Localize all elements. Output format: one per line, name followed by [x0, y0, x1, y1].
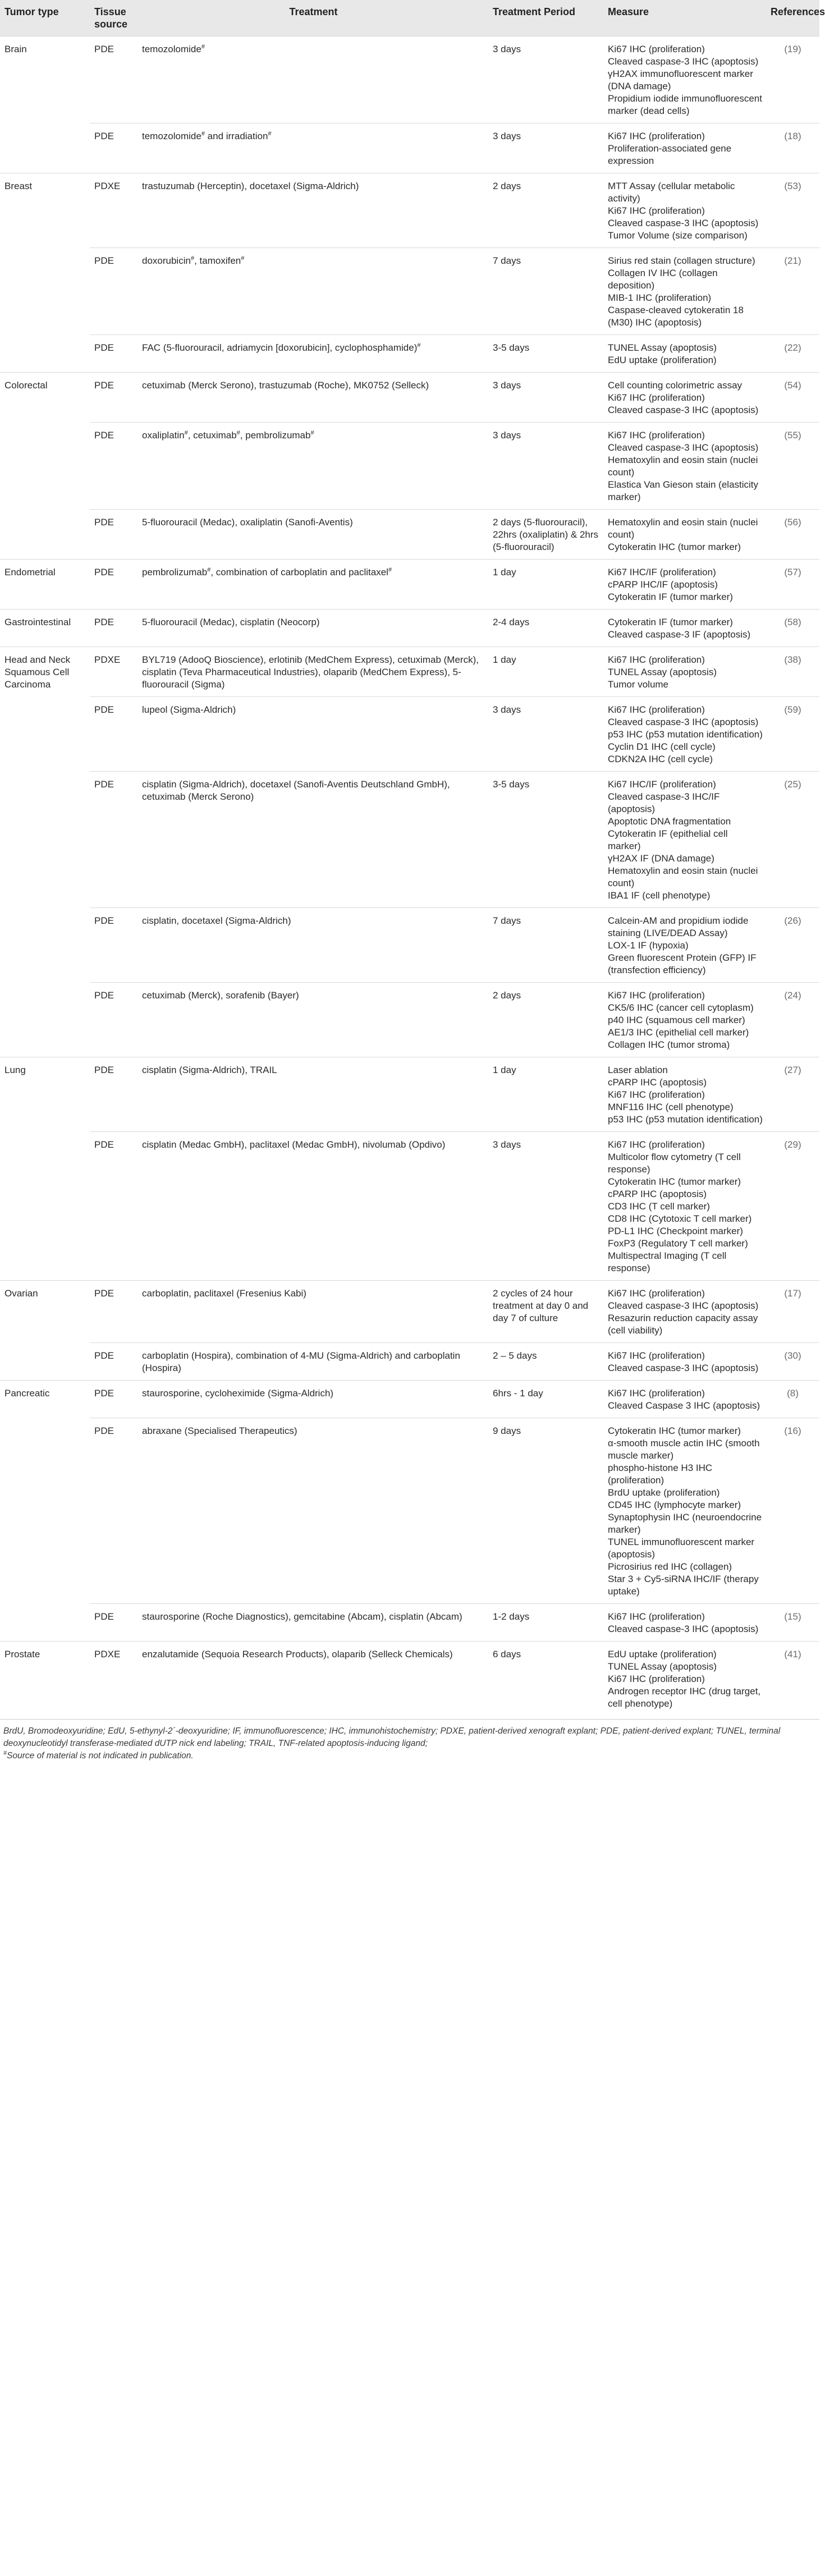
cell-reference[interactable]: (53): [766, 173, 819, 248]
cell-treatment: staurosporine (Roche Diagnostics), gemcitabine (Abcam), cisplatin (Abcam): [138, 1604, 488, 1642]
measure-item: Hematoxylin and eosin stain (nuclei count): [608, 517, 758, 540]
measure-item: CDKN2A IHC (cell cycle): [608, 754, 713, 764]
cell-treatment: enzalutamide (Sequoia Research Products), olaparib (Selleck Chemicals): [138, 1642, 488, 1716]
cell-tissue-source: PDE: [90, 1281, 138, 1343]
measure-item: Cyclin D1 IHC (cell cycle): [608, 741, 716, 752]
measure-item: BrdU uptake (proliferation): [608, 1487, 720, 1498]
cell-treatment: trastuzumab (Herceptin), docetaxel (Sigma-Aldrich): [138, 173, 488, 248]
measure-item: Hematoxylin and eosin stain (nuclei count): [608, 865, 758, 888]
header-row: [0, 0, 819, 36]
cell-tissue-source: PDE: [90, 423, 138, 510]
measure-item: Ki67 IHC (proliferation): [608, 1388, 705, 1399]
measure-item: Ki67 IHC (proliferation): [608, 430, 705, 441]
cell-treatment-period: 2 days: [488, 983, 603, 1057]
measure-item: Cleaved caspase-3 IHC (apoptosis): [608, 1300, 759, 1311]
measure-item: Ki67 IHC (proliferation): [608, 704, 705, 715]
cell-tissue-source: PDXE: [90, 173, 138, 248]
cell-tumor-type: Pancreatic: [0, 1381, 90, 1418]
measure-item: cPARP IHC (apoptosis): [608, 1189, 707, 1199]
cell-treatment: cetuximab (Merck), sorafenib (Bayer): [138, 983, 488, 1057]
cell-treatment: 5-fluorouracil (Medac), cisplatin (Neocorp): [138, 609, 488, 647]
measure-item: Star 3 + Cy5-siRNA IHC/IF (therapy uptake): [608, 1574, 759, 1597]
header-treatment: Treatment: [289, 6, 338, 17]
cell-measure: [603, 36, 766, 123]
cell-measure: [603, 335, 766, 373]
cell-reference[interactable]: (17): [766, 1281, 819, 1343]
cell-reference[interactable]: (15): [766, 1604, 819, 1642]
cell-tumor-type: [0, 1343, 90, 1381]
cell-tissue-source: PDE: [90, 908, 138, 983]
measure-item: p40 IHC (squamous cell marker): [608, 1015, 745, 1025]
cell-tumor-type: [0, 423, 90, 510]
table-row: [0, 510, 819, 560]
cell-tumor-type: [0, 983, 90, 1057]
cell-measure: [603, 173, 766, 248]
table-row: [0, 560, 819, 609]
cell-treatment-period: 3 days: [488, 697, 603, 772]
cell-tumor-type: Prostate: [0, 1642, 90, 1716]
source-note-text: Source of material is not indicated in publication.: [7, 1751, 194, 1761]
measure-item: Ki67 IHC/IF (proliferation): [608, 567, 716, 577]
cell-treatment: cisplatin (Sigma-Aldrich), docetaxel (Sanofi-Aventis Deutschland GmbH), cetuximab (Merck Serono): [138, 772, 488, 908]
cell-reference[interactable]: (19): [766, 36, 819, 123]
measure-item: α-smooth muscle actin IHC (smooth muscle marker): [608, 1438, 760, 1461]
table-row: [0, 373, 819, 423]
abbreviations-note: BrdU, Bromodeoxyuridine; EdU, 5-ethynyl-2´-deoxyuridine; IF, immunofluorescence; IHC, immunohistochemistry; PDXE, patient-derived xenograft explant; PDE, patient-derived explant; TUNEL, terminal deoxynucleotidyl transferase-mediated dUTP nick end labeling; TRAIL, TNF-related apoptosis-inducing ligand;: [3, 1726, 781, 1748]
cell-treatment: oxaliplatin#, cetuximab#, pembrolizumab#: [138, 423, 488, 510]
cell-tumor-type: [0, 772, 90, 908]
cell-reference[interactable]: (38): [766, 647, 819, 697]
measure-item: Cleaved caspase-3 IF (apoptosis): [608, 629, 751, 640]
measure-item: Hematoxylin and eosin stain (nuclei count): [608, 455, 758, 478]
table-row: [0, 983, 819, 1057]
measure-item: γH2AX immunofluorescent marker (DNA damage): [608, 68, 753, 91]
cell-reference[interactable]: (27): [766, 1057, 819, 1132]
cell-measure: [603, 1132, 766, 1281]
measure-item: Cytokeratin IHC (tumor marker): [608, 1176, 741, 1187]
cell-tissue-source: PDE: [90, 1057, 138, 1132]
measure-item: LOX-1 IF (hypoxia): [608, 940, 689, 951]
cell-reference[interactable]: (55): [766, 423, 819, 510]
table-row: [0, 1604, 819, 1642]
table-row: [0, 609, 819, 647]
header-references: References: [771, 6, 825, 17]
cell-reference[interactable]: (54): [766, 373, 819, 423]
measure-item: TUNEL immunofluorescent marker (apoptosis): [608, 1537, 755, 1560]
table-row: [0, 1343, 819, 1381]
table-row: [0, 1418, 819, 1604]
cell-measure: [603, 123, 766, 173]
table-row: [0, 1132, 819, 1281]
cell-treatment-period: 3 days: [488, 423, 603, 510]
cell-treatment: carboplatin (Hospira), combination of 4-MU (Sigma-Aldrich) and carboplatin (Hospira): [138, 1343, 488, 1381]
measure-item: Apoptotic DNA fragmentation: [608, 816, 731, 827]
cell-tumor-type: [0, 1604, 90, 1642]
measure-item: phospho-histone H3 IHC (proliferation): [608, 1463, 713, 1486]
cell-measure: [603, 908, 766, 983]
cell-measure: [603, 647, 766, 697]
cell-tissue-source: PDE: [90, 697, 138, 772]
cell-treatment-period: 2 days (5-fluorouracil), 22hrs (oxaliplatin) & 2hrs (5-fluorouracil): [488, 510, 603, 560]
measure-item: CK5/6 IHC (cancer cell cytoplasm): [608, 1002, 754, 1013]
cell-tumor-type: Ovarian: [0, 1281, 90, 1343]
measure-item: Propidium iodide immunofluorescent marker (dead cells): [608, 93, 762, 116]
cell-treatment: BYL719 (AdooQ Bioscience), erlotinib (MedChem Express), cetuximab (Merck), cisplatin (Teva Pharmaceutical Industries), olaparib (MedChem Express), 5-fluorouracil (Sigma): [138, 647, 488, 697]
cell-reference[interactable]: (22): [766, 335, 819, 373]
measure-item: AE1/3 IHC (epithelial cell marker): [608, 1027, 749, 1038]
cell-tissue-source: PDE: [90, 335, 138, 373]
cell-treatment: temozolomide# and irradiation#: [138, 123, 488, 173]
cell-tumor-type: Breast: [0, 173, 90, 248]
measure-item: Ki67 IHC (proliferation): [608, 131, 705, 141]
cell-measure: [603, 609, 766, 647]
cell-reference[interactable]: (57): [766, 560, 819, 609]
cell-tumor-type: [0, 1132, 90, 1281]
footnotes: [0, 1719, 819, 1762]
table-row: [0, 335, 819, 373]
measure-item: TUNEL Assay (apoptosis): [608, 342, 717, 353]
cell-tumor-type: [0, 123, 90, 173]
measure-item: p53 IHC (p53 mutation identification): [608, 729, 763, 740]
cell-treatment-period: 3 days: [488, 123, 603, 173]
table-row: [0, 908, 819, 983]
cell-treatment-period: 6 days: [488, 1642, 603, 1716]
measure-item: Calcein-AM and propidium iodide staining (LIVE/DEAD Assay): [608, 915, 749, 938]
table-row: [0, 1057, 819, 1132]
measure-item: Ki67 IHC (proliferation): [608, 1611, 705, 1622]
cell-measure: [603, 248, 766, 335]
header-tissue-source: Tissue source: [94, 6, 128, 30]
measure-item: Cleaved Caspase 3 IHC (apoptosis): [608, 1400, 760, 1411]
cell-tissue-source: PDE: [90, 36, 138, 123]
cell-measure: [603, 510, 766, 560]
cell-reference[interactable]: (8): [766, 1381, 819, 1418]
cell-measure: [603, 772, 766, 908]
measure-item: Cleaved caspase-3 IHC (apoptosis): [608, 1624, 759, 1634]
cell-treatment-period: 2 – 5 days: [488, 1343, 603, 1381]
cell-tumor-type: [0, 1418, 90, 1604]
cell-treatment-period: 9 days: [488, 1418, 603, 1604]
measure-item: Elastica Van Gieson stain (elasticity marker): [608, 479, 759, 502]
measure-item: EdU uptake (proliferation): [608, 355, 717, 365]
measure-item: Androgen receptor IHC (drug target, cell phenotype): [608, 1686, 761, 1709]
cell-treatment: cisplatin (Medac GmbH), paclitaxel (Medac GmbH), nivolumab (Opdivo): [138, 1132, 488, 1281]
cell-reference[interactable]: (29): [766, 1132, 819, 1281]
measure-item: Tumor Volume (size comparison): [608, 230, 748, 241]
measure-item: Collagen IV IHC (collagen deposition): [608, 268, 718, 291]
cell-treatment-period: 7 days: [488, 248, 603, 335]
cell-tumor-type: [0, 248, 90, 335]
cell-tissue-source: PDE: [90, 1132, 138, 1281]
cell-tumor-type: Lung: [0, 1057, 90, 1132]
cell-treatment-period: 6hrs - 1 day: [488, 1381, 603, 1418]
cell-tissue-source: PDE: [90, 1604, 138, 1642]
header-measure: Measure: [608, 6, 649, 17]
cell-treatment: staurosporine, cycloheximide (Sigma-Aldrich): [138, 1381, 488, 1418]
cell-treatment-period: 2 days: [488, 173, 603, 248]
table-row: [0, 697, 819, 772]
measure-item: Laser ablation: [608, 1065, 668, 1075]
cell-tissue-source: PDE: [90, 123, 138, 173]
cell-treatment-period: 1 day: [488, 647, 603, 697]
measure-item: CD3 IHC (T cell marker): [608, 1201, 710, 1212]
cell-reference[interactable]: (16): [766, 1418, 819, 1604]
cell-tissue-source: PDXE: [90, 647, 138, 697]
cell-tumor-type: [0, 510, 90, 560]
table-row: [0, 772, 819, 908]
cell-tissue-source: PDE: [90, 248, 138, 335]
cell-reference[interactable]: (58): [766, 609, 819, 647]
measure-item: Resazurin reduction capacity assay (cell viability): [608, 1313, 758, 1336]
measure-item: Cleaved caspase-3 IHC (apoptosis): [608, 717, 759, 727]
measure-item: EdU uptake (proliferation): [608, 1649, 717, 1660]
measure-item: Tumor volume: [608, 679, 669, 690]
measure-item: Ki67 IHC (proliferation): [608, 1139, 705, 1150]
cell-treatment-period: 1 day: [488, 560, 603, 609]
cell-treatment: cetuximab (Merck Serono), trastuzumab (Roche), MK0752 (Selleck): [138, 373, 488, 423]
cell-reference[interactable]: (18): [766, 123, 819, 173]
cell-treatment: cisplatin (Sigma-Aldrich), TRAIL: [138, 1057, 488, 1132]
measure-item: Picrosirius red IHC (collagen): [608, 1561, 732, 1572]
cell-treatment: temozolomide#: [138, 36, 488, 123]
measure-item: Ki67 IHC (proliferation): [608, 44, 705, 54]
cell-measure: [603, 1418, 766, 1604]
measure-item: Ki67 IHC (proliferation): [608, 1089, 705, 1100]
measure-item: MTT Assay (cellular metabolic activity): [608, 181, 735, 204]
measure-item: Sirius red stain (collagen structure): [608, 255, 755, 266]
cell-treatment-period: 1 day: [488, 1057, 603, 1132]
cell-tissue-source: PDE: [90, 560, 138, 609]
cell-measure: [603, 1057, 766, 1132]
cell-treatment-period: 3 days: [488, 1132, 603, 1281]
cell-tumor-type: [0, 335, 90, 373]
cell-treatment: cisplatin, docetaxel (Sigma-Aldrich): [138, 908, 488, 983]
measure-item: Ki67 IHC (proliferation): [608, 990, 705, 1001]
measure-item: TUNEL Assay (apoptosis): [608, 1661, 717, 1672]
cell-treatment: 5-fluorouracil (Medac), oxaliplatin (Sanofi-Aventis): [138, 510, 488, 560]
cell-reference[interactable]: (26): [766, 908, 819, 983]
cell-tissue-source: PDE: [90, 510, 138, 560]
cell-reference[interactable]: (56): [766, 510, 819, 560]
cell-measure: [603, 1281, 766, 1343]
table-row: [0, 423, 819, 510]
cell-measure: [603, 1381, 766, 1418]
measure-item: Multicolor flow cytometry (T cell response): [608, 1152, 741, 1175]
measure-item: Cleaved caspase-3 IHC (apoptosis): [608, 218, 759, 228]
cell-tumor-type: [0, 908, 90, 983]
measure-item: γH2AX IF (DNA damage): [608, 853, 714, 864]
cell-measure: [603, 560, 766, 609]
measure-item: Ki67 IHC (proliferation): [608, 1288, 705, 1299]
measure-item: Proliferation-associated gene expression: [608, 143, 732, 166]
cell-treatment: abraxane (Specialised Therapeutics): [138, 1418, 488, 1604]
cell-reference[interactable]: (41): [766, 1642, 819, 1716]
table-row: [0, 36, 819, 123]
cell-treatment: doxorubicin#, tamoxifen#: [138, 248, 488, 335]
cell-tissue-source: PDE: [90, 983, 138, 1057]
measure-item: Cleaved caspase-3 IHC (apoptosis): [608, 405, 759, 415]
table-body: [0, 36, 819, 1716]
measure-item: IBA1 IF (cell phenotype): [608, 890, 711, 901]
header-tumor-type: Tumor type: [4, 6, 59, 17]
cell-tumor-type: Brain: [0, 36, 90, 123]
measure-item: Cytokeratin IF (tumor marker): [608, 617, 733, 627]
table-row: [0, 123, 819, 173]
measure-item: Cytokeratin IHC (tumor marker): [608, 1425, 741, 1436]
cell-treatment: lupeol (Sigma-Aldrich): [138, 697, 488, 772]
cell-tumor-type: Head and Neck Squamous Cell Carcinoma: [0, 647, 90, 697]
measure-item: Cleaved caspase-3 IHC (apoptosis): [608, 56, 759, 67]
table-row: [0, 1281, 819, 1343]
measure-item: PD-L1 IHC (Checkpoint marker): [608, 1226, 743, 1236]
cell-treatment-period: 1-2 days: [488, 1604, 603, 1642]
measure-item: Ki67 IHC (proliferation): [608, 392, 705, 403]
cell-reference[interactable]: (21): [766, 248, 819, 335]
cell-reference[interactable]: (25): [766, 772, 819, 908]
measure-item: cPARP IHC/IF (apoptosis): [608, 579, 718, 590]
cell-treatment-period: 7 days: [488, 908, 603, 983]
measure-item: p53 IHC (p53 mutation identification): [608, 1114, 763, 1125]
measure-item: Cytokeratin IHC (tumor marker): [608, 542, 741, 552]
measure-item: MNF116 IHC (cell phenotype): [608, 1102, 734, 1112]
cell-tumor-type: Gastrointestinal: [0, 609, 90, 647]
table-row: [0, 173, 819, 248]
cell-reference[interactable]: (30): [766, 1343, 819, 1381]
cell-treatment-period: 3-5 days: [488, 772, 603, 908]
table-row: [0, 1381, 819, 1418]
cell-tissue-source: PDE: [90, 609, 138, 647]
measure-item: Caspase-cleaved cytokeratin 18 (M30) IHC (apoptosis): [608, 305, 744, 328]
cell-treatment-period: 3-5 days: [488, 335, 603, 373]
measure-item: cPARP IHC (apoptosis): [608, 1077, 707, 1088]
measure-item: Ki67 IHC (proliferation): [608, 205, 705, 216]
measure-item: Cell counting colorimetric assay: [608, 380, 742, 391]
cell-measure: [603, 983, 766, 1057]
cell-measure: [603, 1343, 766, 1381]
cell-measure: [603, 1604, 766, 1642]
measure-item: Synaptophysin IHC (neuroendocrine marker): [608, 1512, 762, 1535]
header-treatment-period: Treatment Period: [493, 6, 576, 17]
measure-item: CD45 IHC (lymphocyte marker): [608, 1500, 741, 1510]
measure-item: Cleaved caspase-3 IHC (apoptosis): [608, 1363, 759, 1373]
cell-tumor-type: Colorectal: [0, 373, 90, 423]
source-note: #Source of material is not indicated in publication.: [3, 1749, 194, 1761]
cell-treatment-period: 3 days: [488, 36, 603, 123]
measure-item: Cleaved caspase-3 IHC (apoptosis): [608, 442, 759, 453]
cell-tissue-source: PDE: [90, 772, 138, 908]
measure-item: FoxP3 (Regulatory T cell marker): [608, 1238, 748, 1249]
cell-reference[interactable]: (59): [766, 697, 819, 772]
measure-item: Cytokeratin IF (epithelial cell marker): [608, 828, 728, 851]
cell-tissue-source: PDXE: [90, 1642, 138, 1716]
cell-tissue-source: PDE: [90, 1381, 138, 1418]
measure-item: TUNEL Assay (apoptosis): [608, 667, 717, 677]
cell-tumor-type: Endometrial: [0, 560, 90, 609]
cell-reference[interactable]: (24): [766, 983, 819, 1057]
cell-treatment: FAC (5-fluorouracil, adriamycin [doxorubicin], cyclophosphamide)#: [138, 335, 488, 373]
measure-item: Collagen IHC (tumor stroma): [608, 1039, 730, 1050]
measure-item: Ki67 IHC (proliferation): [608, 1674, 705, 1684]
cell-tissue-source: PDE: [90, 1343, 138, 1381]
measure-item: Cytokeratin IF (tumor marker): [608, 592, 733, 602]
cell-measure: [603, 423, 766, 510]
measure-item: Ki67 IHC (proliferation): [608, 654, 705, 665]
table-row: [0, 647, 819, 697]
cell-treatment-period: 2 cycles of 24 hour treatment at day 0 and day 7 of culture: [488, 1281, 603, 1343]
table-row: [0, 248, 819, 335]
measure-item: CD8 IHC (Cytotoxic T cell marker): [608, 1213, 752, 1224]
cell-tissue-source: PDE: [90, 373, 138, 423]
table-row: [0, 1642, 819, 1716]
measure-item: Multispectral Imaging (T cell response): [608, 1250, 727, 1273]
cell-measure: [603, 373, 766, 423]
cell-measure: [603, 1642, 766, 1716]
measure-item: MIB-1 IHC (proliferation): [608, 292, 712, 303]
measure-item: Ki67 IHC/IF (proliferation): [608, 779, 716, 790]
cell-treatment: pembrolizumab#, combination of carboplatin and paclitaxel#: [138, 560, 488, 609]
cell-treatment-period: 3 days: [488, 373, 603, 423]
measure-item: Ki67 IHC (proliferation): [608, 1350, 705, 1361]
cell-tissue-source: PDE: [90, 1418, 138, 1604]
cell-measure: [603, 697, 766, 772]
cell-treatment: carboplatin, paclitaxel (Fresenius Kabi): [138, 1281, 488, 1343]
measure-item: Green fluorescent Protein (GFP) IF (transfection efficiency): [608, 952, 757, 975]
cell-tumor-type: [0, 697, 90, 772]
cell-treatment-period: 2-4 days: [488, 609, 603, 647]
measure-item: Cleaved caspase-3 IHC/IF (apoptosis): [608, 791, 720, 814]
